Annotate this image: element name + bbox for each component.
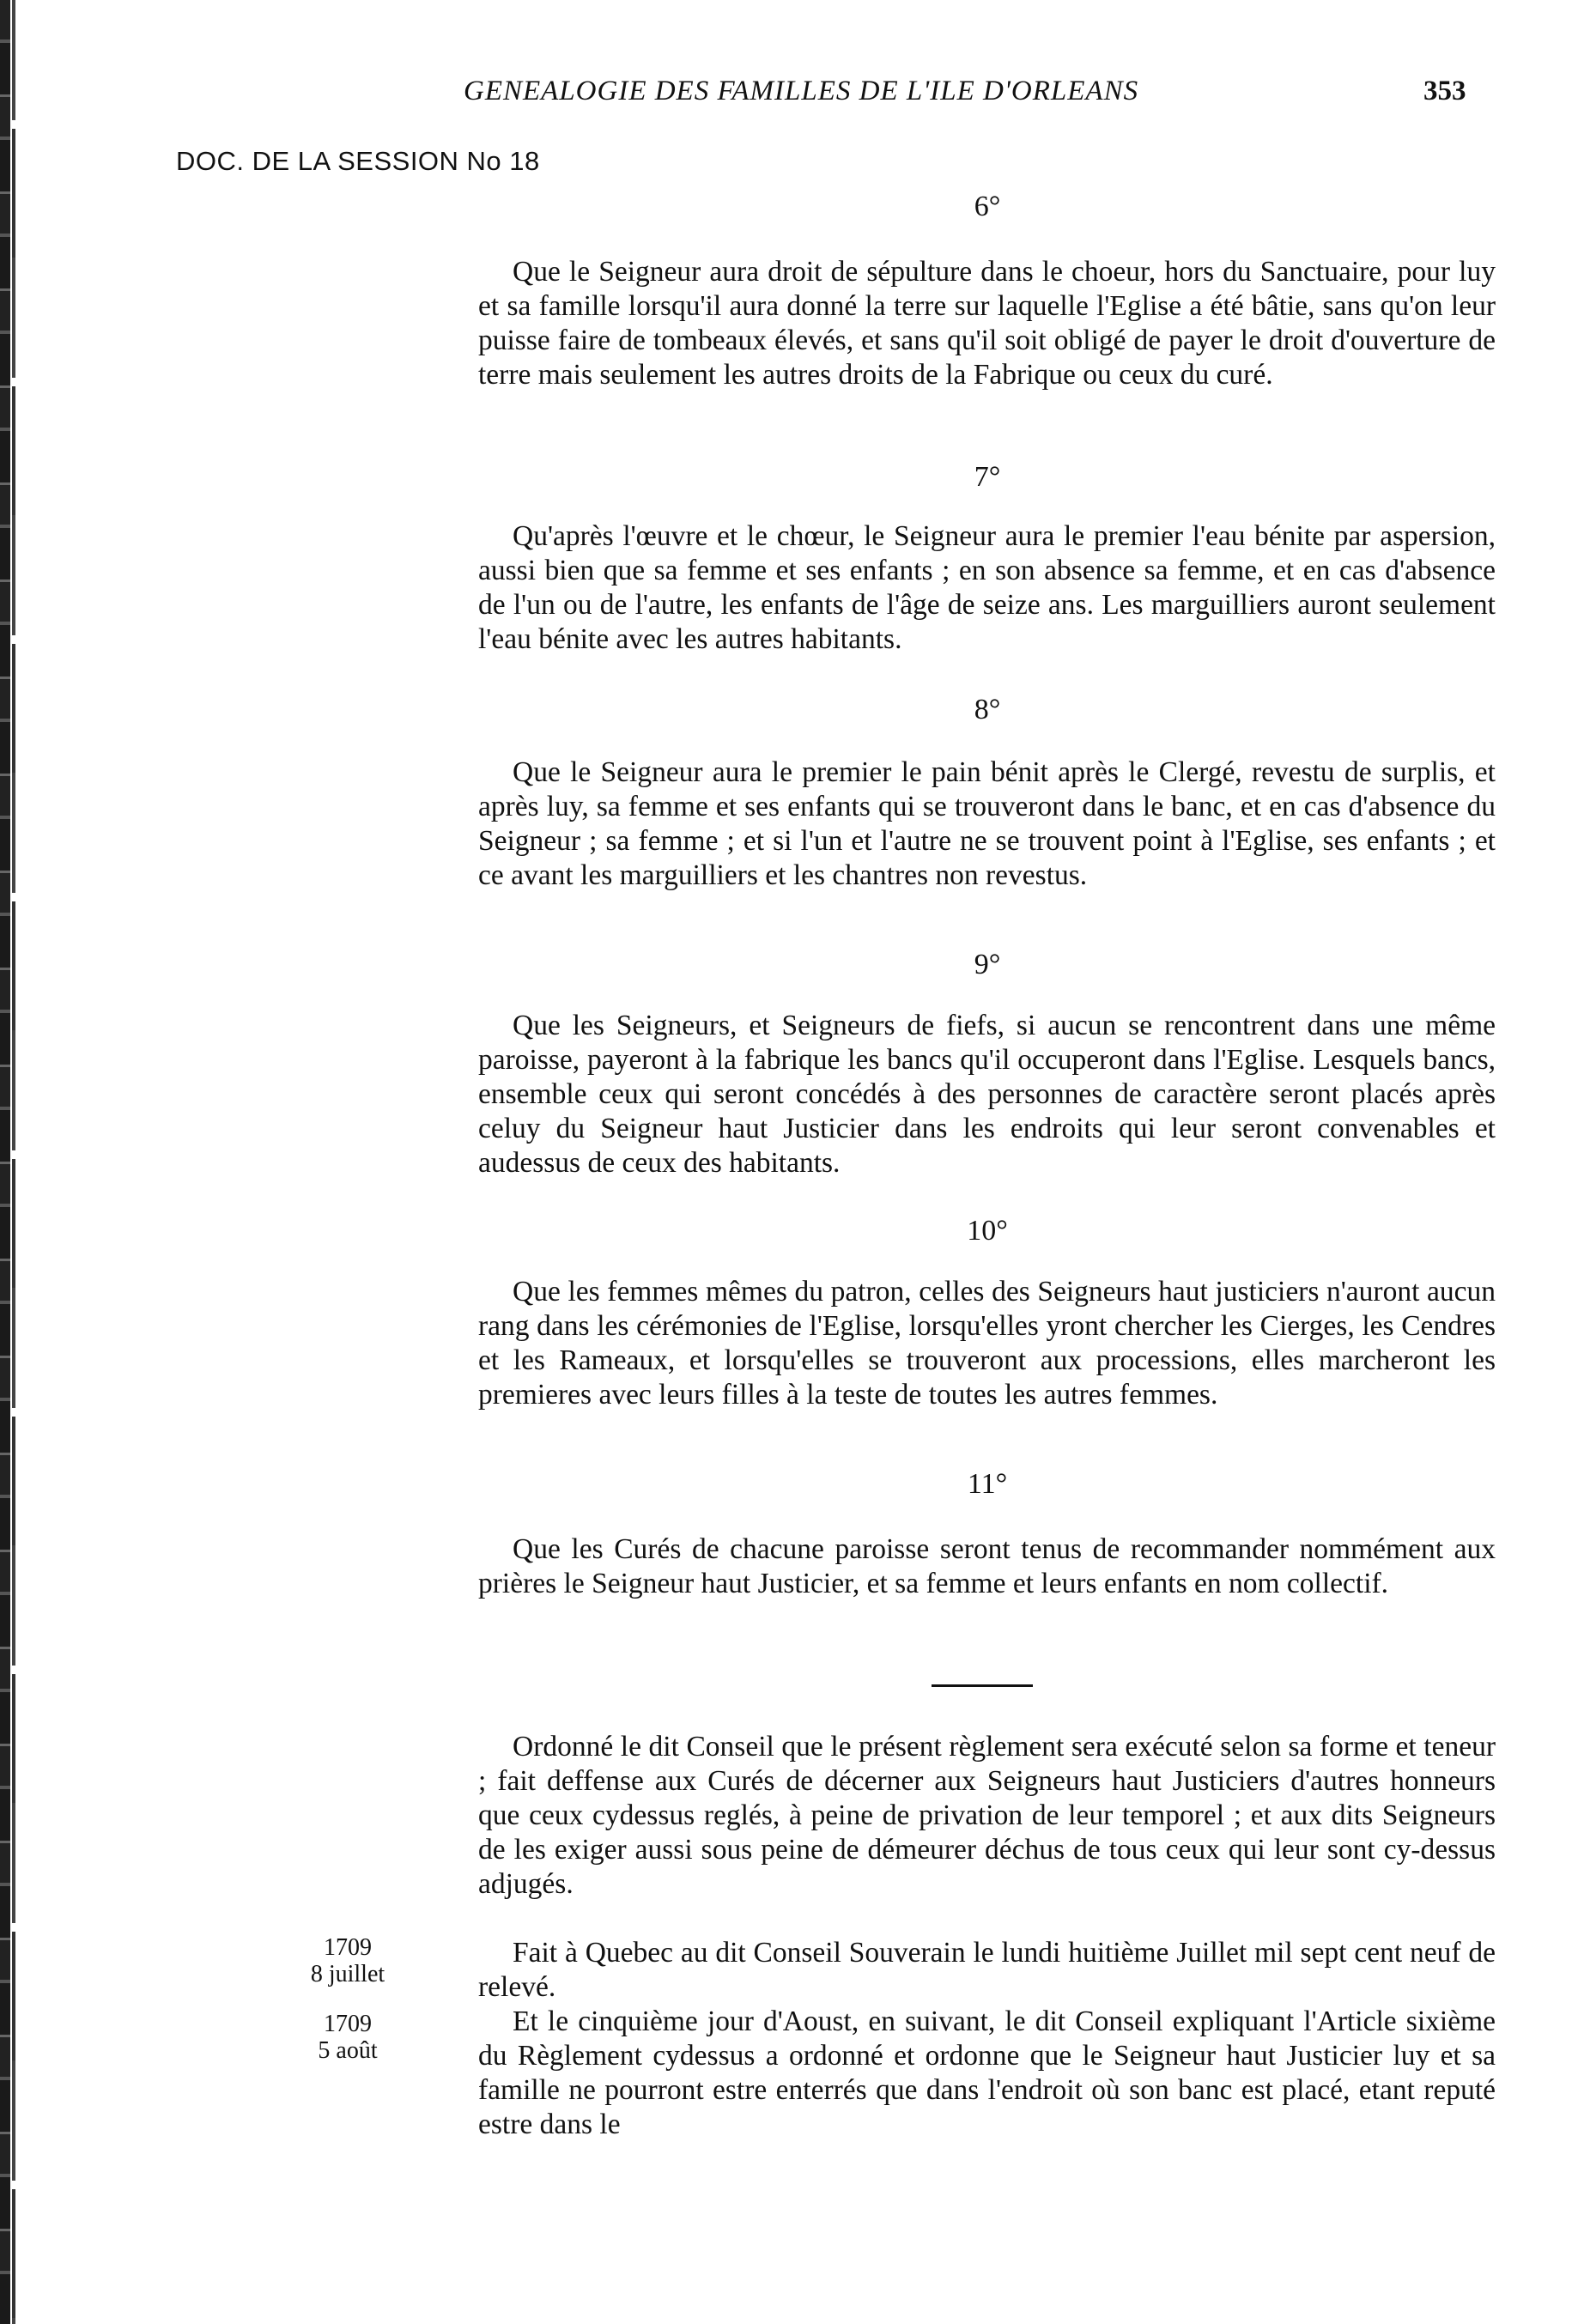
article-text-11: Que les Curés de chacune paroisse seront tenus de recommander nommément aux prières le Seigneur haut Justicier, et sa femme et leurs enfants en nom collectif. [478, 1533, 1496, 1599]
ordonnance-paragraph: Ordonné le dit Conseil que le présent règlement sera exécuté selon sa forme et teneur ; fait deffense aux Curés de décerner aux Seigneurs haut Justiciers d'autres honneurs que ceux cydessus reglés, à peine de privation de leur temporel ; et aux dits Seigneurs de les exiger aussi sous peine de démeurer déchus de tous ceux qui leur sont cy-dessus adjugés. [478, 1731, 1496, 1900]
session-label: DOC. DE LA SESSION No 18 [176, 146, 540, 176]
margin-note-8-juillet [283, 1934, 412, 1987]
margin-note-year: 1709 [324, 2011, 372, 2037]
article-number-11: 11° [967, 1468, 1008, 1500]
article-text-8: Que le Seigneur aura le premier le pain bénit après le Clergé, revestu de surplis, et après luy, sa femme et ses enfants qui se trouveront dans le banc, et en cas d'absence du Seigneur ; sa femme ; et si l'un et l'autre ne se trouvent point à l'Eglise, ses enfants ; et ce avant les marguilliers et les chantres non revestus. [478, 756, 1496, 891]
article-text-7: Qu'après l'œuvre et le chœur, le Seigneur aura le premier l'eau bénite par aspersion, aussi bien que sa femme et ses enfants ; en son absence sa femme, et en cas d'absence de l'un ou de l'autre, les enfants de l'âge de seize ans. Les marguilliers auront seulement l'eau bénite avec les autres habitants. [478, 520, 1496, 655]
article-text-10: Que les femmes mêmes du patron, celles des Seigneurs haut justiciers n'auront aucun rang dans les cérémonies de l'Eglise, lorsqu'elles yront chercher les Cierges, les Cendres et les Rameaux, et lorsqu'elles se trouveront aux processions, elles marcheront les premieres avec leurs filles à la teste de toutes les autres femmes. [478, 1276, 1496, 1411]
margin-note-5-aout [283, 2011, 412, 2064]
article-number-6: 6° [974, 191, 1001, 222]
running-title: GENEALOGIE DES FAMILLES DE L'ILE D'ORLEANS [464, 76, 1139, 106]
article-text-9: Que les Seigneurs, et Seigneurs de fiefs, si aucun se rencontrent dans une même paroisse, payeront à la fabrique les bancs qu'il occuperont dans l'Eglise. Lesquels bancs, ensemble ceux qui seront concédés à des personnes de caractère seront placés après celuy du Seigneur haut Justicier dans les endroits qui leur seront convenables et audessus de ceux des habitants. [478, 1010, 1496, 1179]
fait-a-quebec-paragraph: Fait à Quebec au dit Conseil Souverain le lundi huitième Juillet mil sept cent neuf de relevé. [478, 1937, 1496, 2003]
margin-note-date: 5 août [318, 2037, 378, 2064]
page-number: 353 [1423, 76, 1466, 106]
article-number-8: 8° [974, 694, 1001, 725]
page-binding-edge [0, 0, 10, 2324]
page-binding-shadow [12, 0, 15, 2324]
article-number-9: 9° [974, 949, 1001, 980]
section-divider-rule [932, 1684, 1033, 1687]
margin-note-year: 1709 [324, 1934, 372, 1961]
cinquieme-jour-paragraph: Et le cinquième jour d'Aoust, en suivant, le dit Conseil expliquant l'Article sixième du Règlement cydessus a ordonné et ordonne que le Seigneur haut Justicier luy et sa famille ne pourront estre enterrés que dans l'endroit où son banc est placé, etant reputé estre dans le [478, 2005, 1496, 2140]
article-number-10: 10° [967, 1215, 1008, 1247]
margin-note-date: 8 juillet [310, 1961, 385, 1987]
article-number-7: 7° [974, 461, 1001, 493]
article-text-6: Que le Seigneur aura droit de sépulture dans le choeur, hors du Sanctuaire, pour luy et sa famille lorsqu'il aura donné la terre sur laquelle l'Eglise a été bâtie, sans qu'on leur puisse faire de tombeaux élevés, et sans qu'il soit obligé de payer le droit d'ouverture de terre mais seulement les autres droits de la Fabrique ou ceux du curé. [478, 256, 1496, 391]
